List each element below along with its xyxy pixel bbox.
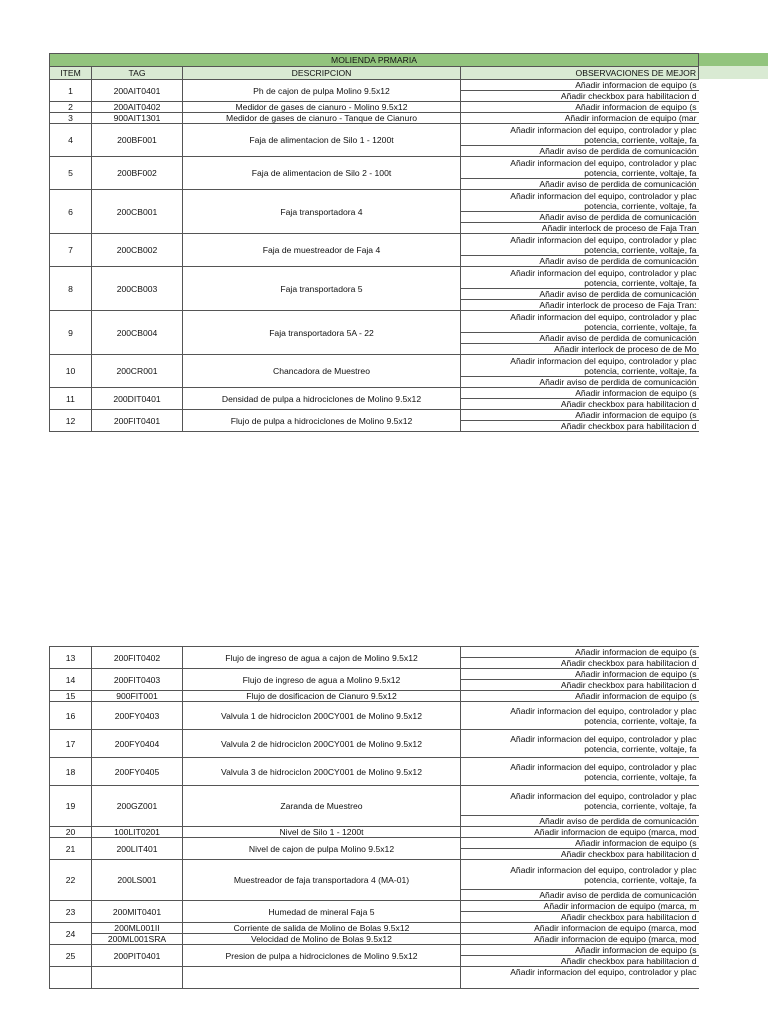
table-row <box>50 267 699 289</box>
table-molienda-part1 <box>49 53 768 432</box>
cell-obs <box>461 355 699 377</box>
cell-obs: Añadir informacion de equipo (s <box>461 80 699 91</box>
cell-desc: Faja transportadora 5A - 22 <box>183 311 461 355</box>
cell-tag: 200CB002 <box>92 234 183 267</box>
cell-obs: Añadir aviso de perdida de comunicación <box>461 890 699 901</box>
col-header-item: ITEM <box>50 67 92 80</box>
cell-obs: Añadir informacion de equipo (s <box>461 410 699 421</box>
obs-line: Añadir informacion del equipo, controlador y plac <box>510 705 697 716</box>
cell-item: 19 <box>50 786 92 827</box>
cell-tag: 200ML001II <box>92 923 183 934</box>
cell-obs: Añadir aviso de perdida de comunicación <box>461 179 699 190</box>
obs-line: Añadir informacion del equipo, controlador y plac <box>510 790 697 801</box>
table-row <box>50 934 699 945</box>
cell-obs: Añadir informacion de equipo (s <box>461 647 699 658</box>
cell-item: 13 <box>50 647 92 669</box>
cell-item: 5 <box>50 157 92 190</box>
cell-obs: Añadir checkbox para habilitacion d <box>461 912 699 923</box>
cell-obs: Añadir checkbox para habilitacion d <box>461 91 699 102</box>
cell-item <box>50 967 92 989</box>
cell-tag: 200GZ001 <box>92 786 183 827</box>
cell-desc: Densidad de pulpa a hidrociclones de Molino 9.5x12 <box>183 388 461 410</box>
cell-obs <box>461 702 699 730</box>
table-row <box>50 311 699 333</box>
table-row <box>50 190 699 212</box>
cell-obs <box>461 234 699 256</box>
obs-line: Añadir informacion del equipo, controlador y plac <box>510 355 697 366</box>
cell-desc: Ph de cajon de pulpa Molino 9.5x12 <box>183 80 461 102</box>
cell-tag: 200DIT0401 <box>92 388 183 410</box>
cell-obs: Añadir aviso de perdida de comunicación <box>461 256 699 267</box>
cell-obs <box>461 311 699 333</box>
table-row <box>50 113 699 124</box>
cell-tag: 200ML001SRA <box>92 934 183 945</box>
table-molienda-part2 <box>49 646 768 989</box>
cell-item: 2 <box>50 102 92 113</box>
cell-item: 3 <box>50 113 92 124</box>
cell-tag: 200CB004 <box>92 311 183 355</box>
cell-item: 22 <box>50 860 92 901</box>
obs-line: potencia, corriente, voltaje, fa <box>584 800 697 811</box>
cell-tag: 200BF001 <box>92 124 183 157</box>
table-row <box>50 945 699 956</box>
cell-desc: Humedad de mineral Faja 5 <box>183 901 461 923</box>
cell-item: 7 <box>50 234 92 267</box>
table-row <box>50 691 699 702</box>
table-row <box>50 838 699 849</box>
table-row <box>50 758 699 786</box>
cell-desc <box>183 967 461 989</box>
cell-obs <box>461 157 699 179</box>
cell-obs: Añadir informacion de equipo (s <box>461 691 699 702</box>
cell-item: 8 <box>50 267 92 311</box>
cell-tag: 200AIT0401 <box>92 80 183 102</box>
obs-line: Añadir informacion del equipo, controlador y plac <box>510 190 697 201</box>
cell-obs: Añadir checkbox para habilitacion d <box>461 849 699 860</box>
cell-tag: 200PIT0401 <box>92 945 183 967</box>
cell-obs <box>461 267 699 289</box>
cell-item: 25 <box>50 945 92 967</box>
cell-desc: Flujo de pulpa a hidrociclones de Molino 9.5x12 <box>183 410 461 432</box>
obs-line: potencia, corriente, voltaje, fa <box>584 134 697 145</box>
cell-obs <box>461 860 699 890</box>
cell-tag: 200FY0405 <box>92 758 183 786</box>
col-header-desc: DESCRIPCION <box>183 67 461 80</box>
table-row <box>50 669 699 680</box>
table-row <box>50 234 699 256</box>
cell-item: 11 <box>50 388 92 410</box>
cell-tag: 200CB001 <box>92 190 183 234</box>
obs-line: Añadir informacion del equipo, controlador y plac <box>510 311 697 322</box>
table-row <box>50 860 699 890</box>
cell-obs: Añadir informacion de equipo (marca, mod <box>461 934 699 945</box>
table-row <box>50 702 699 730</box>
cell-obs <box>461 786 699 816</box>
cell-tag: 200FIT0403 <box>92 669 183 691</box>
cell-desc: Medidor de gases de cianuro - Molino 9.5x12 <box>183 102 461 113</box>
cell-obs: Añadir checkbox para habilitacion d <box>461 421 699 432</box>
table-row <box>50 102 699 113</box>
cell-obs: Añadir aviso de perdida de comunicación <box>461 377 699 388</box>
cell-desc: Corriente de salida de Molino de Bolas 9.5x12 <box>183 923 461 934</box>
table-row <box>50 967 699 989</box>
cell-desc: Faja de alimentacion de Silo 1 - 1200t <box>183 124 461 157</box>
cell-tag: 200CR001 <box>92 355 183 388</box>
cell-item: 23 <box>50 901 92 923</box>
cell-item: 20 <box>50 827 92 838</box>
cell-desc: Nivel de cajon de pulpa Molino 9.5x12 <box>183 838 461 860</box>
cell-tag: 200FY0403 <box>92 702 183 730</box>
cell-obs: Añadir informacion de equipo (marca, mod <box>461 827 699 838</box>
cell-desc: Faja de muestreador de Faja 4 <box>183 234 461 267</box>
cell-tag <box>92 967 183 989</box>
obs-line: Añadir informacion del equipo, controlador y plac <box>510 864 697 875</box>
cell-desc: Muestreador de faja transportadora 4 (MA-01) <box>183 860 461 901</box>
cell-item: 9 <box>50 311 92 355</box>
cell-desc: Velocidad de Molino de Bolas 9.5x12 <box>183 934 461 945</box>
cell-item: 10 <box>50 355 92 388</box>
cell-item: 6 <box>50 190 92 234</box>
table-row <box>50 388 699 399</box>
cell-desc: Chancadora de Muestreo <box>183 355 461 388</box>
obs-line: potencia, corriente, voltaje, fa <box>584 771 697 782</box>
obs-line: Añadir informacion del equipo, controlador y plac <box>510 733 697 744</box>
cell-obs: Añadir aviso de perdida de comunicación <box>461 289 699 300</box>
cell-item: 21 <box>50 838 92 860</box>
cell-item: 1 <box>50 80 92 102</box>
table-row <box>50 647 699 658</box>
obs-line: Añadir informacion del equipo, controlador y plac <box>510 124 697 135</box>
cell-obs: Añadir informacion de equipo (s <box>461 945 699 956</box>
cell-tag: 900AIT1301 <box>92 113 183 124</box>
cell-tag: 200FIT0402 <box>92 647 183 669</box>
table-row <box>50 827 699 838</box>
obs-line: Añadir informacion del equipo, controlador y plac <box>510 157 697 168</box>
cell-obs: Añadir aviso de perdida de comunicación <box>461 212 699 223</box>
table-row <box>50 355 699 377</box>
cell-desc: Valvula 1 de hidrociclon 200CY001 de Molino 9.5x12 <box>183 702 461 730</box>
cell-obs: Añadir checkbox para habilitacion d <box>461 658 699 669</box>
cell-obs: Añadir informacion de equipo (s <box>461 388 699 399</box>
obs-line: potencia, corriente, voltaje, fa <box>584 200 697 211</box>
cell-obs <box>461 967 699 989</box>
cell-item: 24 <box>50 923 92 945</box>
cell-item: 4 <box>50 124 92 157</box>
cell-tag: 200BF002 <box>92 157 183 190</box>
table-row <box>50 157 699 179</box>
cell-item: 12 <box>50 410 92 432</box>
cell-desc: Faja transportadora 5 <box>183 267 461 311</box>
col-header-tag: TAG <box>92 67 183 80</box>
table-row <box>50 124 699 146</box>
cell-tag: 200FIT0401 <box>92 410 183 432</box>
cell-obs: Añadir informacion de equipo (marca, mod <box>461 923 699 934</box>
cell-obs <box>461 124 699 146</box>
obs-line: Añadir informacion del equipo, controlador y plac <box>510 234 697 245</box>
cell-obs <box>461 758 699 786</box>
table-title: MOLIENDA PRMARIA <box>50 54 699 67</box>
cell-obs <box>461 190 699 212</box>
cell-obs <box>461 730 699 758</box>
table-row <box>50 901 699 912</box>
obs-line: Añadir informacion del equipo, controlador y plac <box>510 267 697 278</box>
cell-obs: Añadir checkbox para habilitacion d <box>461 956 699 967</box>
obs-line: Añadir informacion del equipo, controlador y plac <box>510 967 697 977</box>
cell-tag: 200FY0404 <box>92 730 183 758</box>
cell-tag: 900FIT001 <box>92 691 183 702</box>
table-row <box>50 786 699 816</box>
cell-obs: Añadir informacion de equipo (mar <box>461 113 699 124</box>
cell-desc: Valvula 3 de hidrociclon 200CY001 de Molino 9.5x12 <box>183 758 461 786</box>
cell-obs: Añadir aviso de perdida de comunicación <box>461 146 699 157</box>
cell-item: 16 <box>50 702 92 730</box>
table-row <box>50 410 699 421</box>
cell-desc: Flujo de ingreso de agua a Molino 9.5x12 <box>183 669 461 691</box>
obs-line: potencia, corriente, voltaje, fa <box>584 365 697 376</box>
cell-obs: Añadir informacion de equipo (marca, m <box>461 901 699 912</box>
col-header-obs: OBSERVACIONES DE MEJOR <box>461 67 699 80</box>
cell-desc: Nivel de Silo 1 - 1200t <box>183 827 461 838</box>
cell-desc: Valvula 2 de hidrociclon 200CY001 de Molino 9.5x12 <box>183 730 461 758</box>
cell-obs: Añadir checkbox para habilitacion d <box>461 680 699 691</box>
obs-line: potencia, corriente, voltaje, fa <box>584 321 697 332</box>
cell-tag: 200MIT0401 <box>92 901 183 923</box>
obs-line: potencia, corriente, voltaje, fa <box>584 743 697 754</box>
obs-line: potencia, corriente, voltaje, fa <box>584 874 697 885</box>
cell-desc: Zaranda de Muestreo <box>183 786 461 827</box>
cell-desc: Presion de pulpa a hidrociclones de Molino 9.5x12 <box>183 945 461 967</box>
cell-desc: Flujo de dosificacion de Cianuro 9.5x12 <box>183 691 461 702</box>
cell-obs: Añadir aviso de perdida de comunicación <box>461 816 699 827</box>
cell-obs: Añadir informacion de equipo (s <box>461 102 699 113</box>
cell-obs: Añadir aviso de perdida de comunicación <box>461 333 699 344</box>
cell-tag: 200LIT401 <box>92 838 183 860</box>
cell-obs: Añadir informacion de equipo (s <box>461 838 699 849</box>
obs-line: potencia, corriente, voltaje, fa <box>584 277 697 288</box>
cell-obs: Añadir checkbox para habilitacion d <box>461 399 699 410</box>
cell-tag: 200CB003 <box>92 267 183 311</box>
cell-desc: Medidor de gases de cianuro - Tanque de Cianuro <box>183 113 461 124</box>
cell-item: 14 <box>50 669 92 691</box>
table-row <box>50 80 699 91</box>
obs-line: potencia, corriente, voltaje, fa <box>584 715 697 726</box>
cell-item: 17 <box>50 730 92 758</box>
cell-tag: 200LS001 <box>92 860 183 901</box>
cell-obs: Añadir interlock de proceso de Faja Tran <box>461 223 699 234</box>
cell-obs: Añadir informacion de equipo (s <box>461 669 699 680</box>
table-row <box>50 923 699 934</box>
cell-desc: Flujo de ingreso de agua a cajon de Molino 9.5x12 <box>183 647 461 669</box>
cell-obs: Añadir interlock de proceso de de Mo <box>461 344 699 355</box>
cell-item: 15 <box>50 691 92 702</box>
cell-desc: Faja transportadora 4 <box>183 190 461 234</box>
table-row <box>50 730 699 758</box>
cell-item: 18 <box>50 758 92 786</box>
cell-desc: Faja de alimentacion de Silo 2 - 100t <box>183 157 461 190</box>
obs-line: potencia, corriente, voltaje, fa <box>584 167 697 178</box>
obs-line: Añadir informacion del equipo, controlador y plac <box>510 761 697 772</box>
obs-line: potencia, corriente, voltaje, fa <box>584 244 697 255</box>
cell-tag: 100LIT0201 <box>92 827 183 838</box>
cell-tag: 200AIT0402 <box>92 102 183 113</box>
cell-obs: Añadir interlock de proceso de Faja Tran: <box>461 300 699 311</box>
